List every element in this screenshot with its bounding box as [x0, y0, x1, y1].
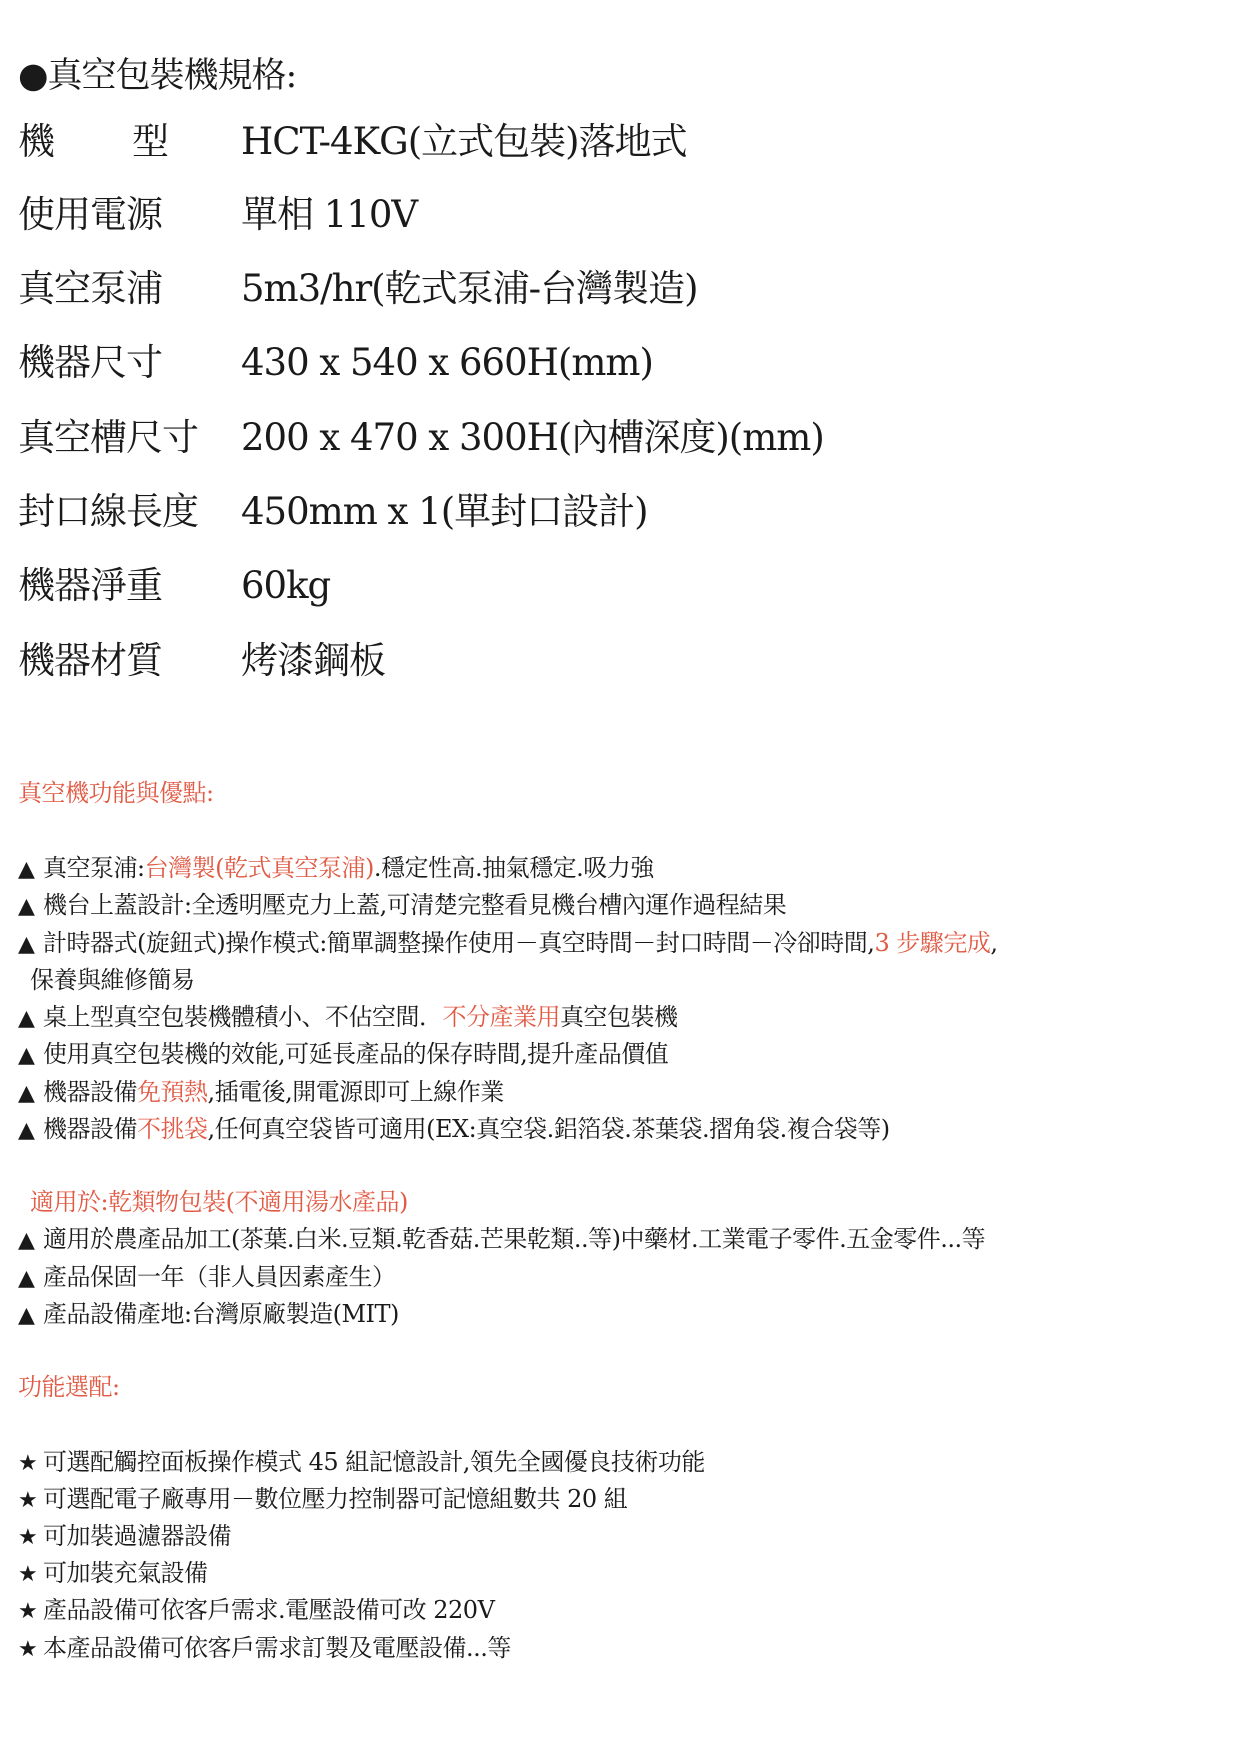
star-icon: ★ — [18, 1451, 38, 1476]
feature-highlight: 免預熱 — [137, 1078, 208, 1106]
triangle-icon: ▲ — [18, 932, 35, 957]
option-text: 可選配觸控面板操作模式 45 組記憶設計,領先全國優良技術功能 — [43, 1448, 705, 1476]
spec-label-char: 型 — [132, 120, 168, 163]
triangle-icon: ▲ — [18, 1228, 35, 1253]
triangle-icon: ▲ — [18, 1266, 35, 1291]
star-icon: ★ — [18, 1488, 38, 1513]
feature-text: 使用真空包裝機的效能,可延長產品的保存時間,提升產品價值 — [43, 1040, 669, 1068]
options-heading: 功能選配: — [18, 1373, 120, 1401]
spec-label-char: 機 — [18, 120, 54, 163]
option-text: 可選配電子廠專用－數位壓力控制器可記憶組數共 20 組 — [43, 1485, 628, 1513]
feature-item — [18, 1037, 668, 1073]
option-text: 本產品設備可依客戶需求訂製及電壓設備...等 — [43, 1634, 511, 1662]
spec-value: 200 x 470 x 300H(內槽深度)(mm) — [241, 416, 824, 459]
applicable-item — [18, 1260, 396, 1296]
feature-item — [18, 851, 654, 887]
spec-label: 機器材質 — [18, 639, 162, 682]
feature-text: 真空包裝機 — [560, 1003, 678, 1031]
option-item — [18, 1445, 705, 1481]
feature-text: 真空泵浦: — [43, 854, 145, 882]
triangle-icon: ▲ — [18, 1081, 35, 1106]
spec-label: 封口線長度 — [18, 490, 198, 533]
feature-continuation: 保養與維修簡易 — [30, 966, 195, 994]
triangle-icon: ▲ — [18, 1303, 35, 1328]
spec-label: 真空泵浦 — [18, 267, 162, 310]
feature-text: .穩定性高.抽氣穩定.吸力強 — [373, 854, 654, 882]
star-icon: ★ — [18, 1637, 38, 1662]
triangle-icon: ▲ — [18, 894, 35, 919]
feature-item — [18, 1075, 504, 1111]
feature-item — [18, 926, 998, 962]
feature-highlight: 不分產業用 — [442, 1003, 560, 1031]
feature-text: 機器設備 — [43, 1078, 137, 1106]
applicable-text: 產品設備產地:台灣原廠製造(MIT) — [43, 1300, 399, 1328]
star-icon: ★ — [18, 1599, 38, 1624]
triangle-icon: ▲ — [18, 1043, 35, 1068]
feature-item — [18, 888, 786, 924]
spec-label: 機器淨重 — [18, 564, 162, 607]
option-item — [18, 1519, 231, 1555]
applicable-item — [18, 1297, 399, 1333]
option-item — [18, 1482, 627, 1518]
feature-text: 機台上蓋設計:全透明壓克力上蓋,可清楚完整看見機台槽內運作過程結果 — [43, 891, 787, 919]
star-icon: ★ — [18, 1525, 38, 1550]
feature-highlight: 不挑袋 — [137, 1115, 208, 1143]
feature-text: 桌上型真空包裝機體積小、不佔空間． — [43, 1003, 443, 1031]
spec-label: 機器尺寸 — [18, 341, 162, 384]
star-icon: ★ — [18, 1562, 38, 1587]
spec-value: 5m3/hr(乾式泵浦-台灣製造) — [241, 267, 698, 310]
option-text: 產品設備可依客戶需求.電壓設備可改 220V — [43, 1596, 495, 1624]
spec-title: ●真空包裝機規格: — [18, 56, 297, 96]
feature-item — [18, 1112, 890, 1148]
option-item — [18, 1631, 511, 1667]
triangle-icon: ▲ — [18, 1006, 35, 1031]
spec-label: 使用電源 — [18, 193, 162, 236]
feature-item — [18, 1000, 678, 1036]
spec-value: 60kg — [241, 564, 331, 607]
feature-highlight: 3 步驟完成 — [874, 929, 991, 957]
option-item — [18, 1556, 208, 1592]
option-text: 可加裝充氣設備 — [43, 1559, 208, 1587]
triangle-icon: ▲ — [18, 857, 35, 882]
option-text: 可加裝過濾器設備 — [43, 1522, 231, 1550]
spec-value: HCT-4KG(立式包裝)落地式 — [241, 120, 687, 163]
applicable-heading: 適用於:乾類物包裝(不適用湯水產品) — [30, 1188, 408, 1216]
option-item — [18, 1593, 494, 1629]
spec-value: 450mm x 1(單封口設計) — [241, 490, 648, 533]
feature-text: , — [990, 929, 998, 957]
spec-label: 真空槽尺寸 — [18, 416, 198, 459]
feature-text: ,插電後,開電源即可上線作業 — [207, 1078, 504, 1106]
applicable-text: 產品保固一年（非人員因素產生） — [43, 1263, 396, 1291]
spec-value: 單相 110V — [241, 193, 418, 236]
spec-label — [18, 114, 168, 170]
spec-value: 烤漆鋼板 — [241, 639, 385, 682]
feature-text: 機器設備 — [43, 1115, 137, 1143]
feature-highlight: 台灣製(乾式真空泵浦) — [144, 854, 374, 882]
applicable-text: 適用於農產品加工(茶葉.白米.豆類.乾香菇.芒果乾類..等)中藥材.工業電子零件.五金零件...等 — [43, 1225, 986, 1253]
applicable-item — [18, 1222, 985, 1258]
features-heading: 真空機功能與優點: — [18, 779, 214, 807]
spec-value: 430 x 540 x 660H(mm) — [241, 341, 653, 384]
feature-text: ,任何真空袋皆可適用(EX:真空袋.鋁箔袋.茶葉袋.摺角袋.複合袋等) — [207, 1115, 890, 1143]
triangle-icon: ▲ — [18, 1118, 35, 1143]
feature-text: 計時器式(旋鈕式)操作模式:簡單調整操作使用－真空時間－封口時間－冷卻時間, — [43, 929, 875, 957]
